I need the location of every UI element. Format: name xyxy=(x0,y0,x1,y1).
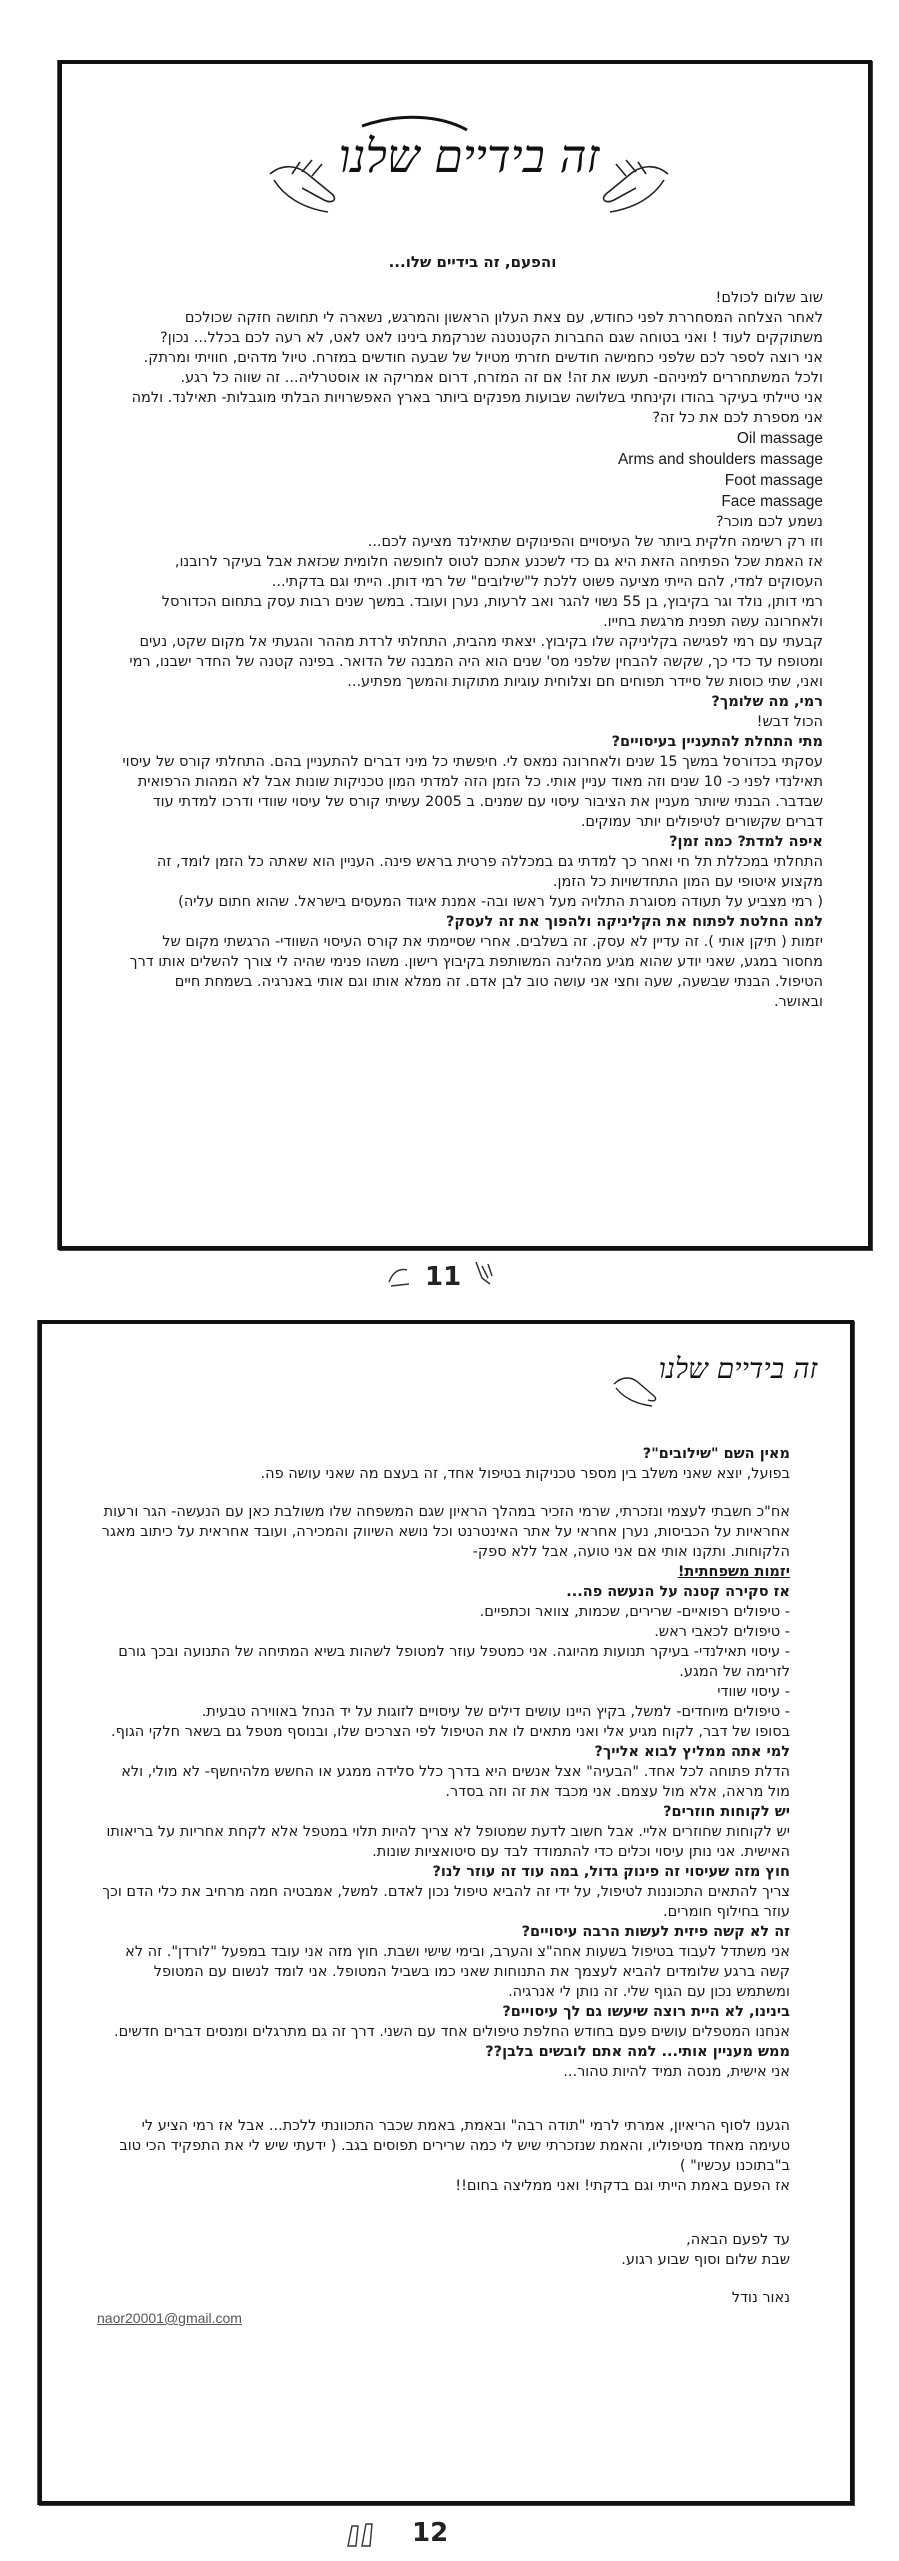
paragraph: שבת שלום וסוף שבוע רגוע. xyxy=(621,2252,790,2268)
article-subtitle: והפעם, זה בידיים שלו... xyxy=(388,253,557,271)
paragraph: אני רוצה לספר לכם שלפני כחמישה חודשים חזרתי מטיול של שבעה חודשים במזרח. טיול מדהים, חוויתי ומרתק. ולכל המשתחררים למיניהם- תעשו את זה! אם זה המזרח, דרום אמריקה או אוסטרליה... זה שווה כל רגע. xyxy=(143,350,823,386)
paragraph: הדלת פתוחה לכל אחד. "הבעיה" אצל אנשים היא בדרך כלל סלידה ממגע או החשש מלהיחשף- לא מולי, ולא מול מראה, אלא מול עצמם. אני מכבד את זה וזה בסדר. xyxy=(121,1764,790,1800)
hand-doodle-icon xyxy=(470,1258,500,1288)
paragraph: אני משתדל לעבוד בטיפול בשעות אחה"צ והערב, ובימי שישי ושבת. חוץ מזה אני עובד במפעל "לורדן". זה לא קשה ברגע שלומדים להביא לעצמך את התנוחות שאני כמו בשביל המטופל. אני לומד לנשום עם המטופל ומשתמש נכון עם הגוף שלי. זה נותן לי אנרגיה. xyxy=(125,1944,790,2000)
interview-question: מתי התחלת להתעניין בעיסויים? xyxy=(611,734,823,750)
page-11-article xyxy=(122,252,823,1012)
right-hand-icon xyxy=(604,160,668,212)
paragraph: שוב שלום לכולם! xyxy=(715,290,823,306)
interview-question: איפה למדת? כמה זמן? xyxy=(669,834,823,850)
paragraph: התחלתי במכללת תל חי ואחר כך למדתי גם במכללה פרטית בראש פינה. העניין הוא שאתה כל הזמן לומד, זה מקצוע איטופי עם המון התחדשויות כל הזמן. xyxy=(156,854,823,890)
page-12 xyxy=(38,1320,854,2505)
paragraph: אני אישית, מנסה תמיד להיות טהור... xyxy=(563,2064,790,2080)
header-title: זה בידיים שלנו xyxy=(338,129,600,183)
spacer xyxy=(97,1484,790,1502)
paragraph: עד לפעם הבאה, xyxy=(686,2232,790,2248)
paragraph: - טיפולים מיוחדים- למשל, בקיץ היינו עושים דילים של עיסויים לזוגות על יד הנחל באווירה טבעית. xyxy=(201,1704,790,1720)
interview-question: יש לקוחות חוזרים? xyxy=(663,1804,790,1820)
header-title: זה בידיים שלנו xyxy=(658,1352,818,1385)
interview-question: חוץ מזה שעיסוי זה פינוק גדול, במה עוד זה עוזר לנו? xyxy=(432,1864,790,1880)
paragraph: נשמע לכם מוכר? xyxy=(715,514,823,530)
paragraph: יזמות ( תיקן אותי ). זה עדיין לא עסק. זה בשלבים. אחרי שסיימתי את קורס העיסוי השוודי- הרגשתי מקום של מחסור במגע, שאני יודע שהוא מגיע מהלינה המשותפת בקיבוץ רישון. משהו פנימי שהיה לי צורך להשלים אותו דרך הטיפול. הבנתי שבשעה, שעה וחצי אני עושה טוב לבן אדם. זה ממלא אותו וגם אותי באנרגיה. בשמחת חיים ובאושר. xyxy=(129,934,823,1010)
paragraph: רמי דותן, נולד וגר בקיבוץ, בן 55 נשוי להגר ואב לרעות, נערן ועובד. במשך שנים רבות עסק בתחום הכדורסל ולאחרונה עשה תפנית מרגשת בחייו. xyxy=(161,594,823,630)
paragraph: קבעתי עם רמי לפגישה בקליניקה שלו בקיבוץ. יצאתי מהבית, התחלתי לרדת מההר והגעתי אל מקום שקט, נעים ומטופח עד כדי כך, שקשה להבחין שלפני מס' שנים הוא היה המבנה של הדואר. בפינה קטנה של החדר ישבנו, רמי ואני, שתי כוסות של סיידר תפוחים חם וצלוחית עוגיות מתוקות והמשך מפתיע... xyxy=(129,634,823,690)
spacer xyxy=(97,2196,790,2230)
paragraph: בסופו של דבר, לקוח מגיע אלי ואני מתאים לו את הטיפול לפי הצרכים שלו, ובנוסף מטפל גם בשאר חלקי הגוף. xyxy=(111,1724,790,1740)
bottles-doodle-icon xyxy=(342,2514,382,2550)
hand-icon xyxy=(614,1378,656,1406)
massage-list-item: Oil massage xyxy=(736,430,823,447)
header-title-art xyxy=(262,104,676,224)
page-number: 12 xyxy=(412,2518,449,2548)
massage-list-item: Face massage xyxy=(721,493,823,510)
paragraph: - עיסוי תאילנדי- בעיקר תנועות מהיוגה. אני כמטפל עוזר למטופל לשהות בשיא המתיחה של התנועה ובכך גורם לזרימה של המגע. xyxy=(118,1644,790,1680)
hand-doodle-icon xyxy=(385,1262,415,1290)
paragraph: צריך להתאים התכוננות לטיפול, על ידי זה להביא טיפול נכון לאדם. למשל, אמבטיה חמה מרחיב את כלי הדם וכך עוזר בחילוף חומרים. xyxy=(102,1884,790,1920)
interview-question: רמי, מה שלומך? xyxy=(711,694,823,710)
interview-question: אז סקירה קטנה על הנעשה פה... xyxy=(566,1584,790,1600)
paragraph: ( רמי מצביע על תעודה מסוגרת התלויה מעל ראשו ובה- אמנת איגוד המעסים בישראל. שהוא חתום עליה) xyxy=(178,894,823,910)
massage-list-item: Arms and shoulders massage xyxy=(617,451,823,468)
highlight-text: יזמות משפחתית! xyxy=(677,1564,790,1580)
interview-question: למה החלטת לפתוח את הקליניקה ולהפוך את זה לעסק? xyxy=(445,914,823,930)
paragraph: אז הפעם באמת הייתי וגם בדקתי! ואני ממליצה בחום!! xyxy=(455,2178,790,2194)
interview-question: ממש מעניין אותי... למה אתם לובשים בלבן?? xyxy=(485,2044,790,2060)
interview-question: זה לא קשה פיזית לעשות הרבה עיסויים? xyxy=(521,1924,790,1940)
paragraph: עסקתי בכדורסל במשך 15 שנים ולאחרונה נמאס לי. חיפשתי כל מיני דברים להתעניין בהם. התחלתי קורס של עיסוי תאילנדי לפני כ- 10 שנים וזה מאוד עניין אותי. כל הזמן הזה למדתי המון טכניקות שונות אבל לא המהות הרפואית שבדבר. הבנתי שיותר מעניין את הציבור עיסוי עם שמנים. ב 2005 עשיתי קורס של עיסוי שוודי ודרכו למדתי עוד דברים שקשורים לטיפולים יותר עמוקים. xyxy=(122,754,823,830)
author-email-link[interactable]: naor20001@gmail.com xyxy=(97,2310,242,2326)
interview-question: מאין השם "שילובים"? xyxy=(642,1446,790,1462)
page-12-article xyxy=(97,1444,790,2328)
paragraph: - טיפולים לכאבי ראש. xyxy=(654,1624,790,1640)
page-11 xyxy=(58,60,872,1250)
paragraph: נאור נודל xyxy=(731,2290,790,2306)
paragraph: אנחנו המטפלים עושים פעם בחודש החלפת טיפולים אחד עם השני. דרך זה גם מתרגלים ומנסים דברים חדשים. xyxy=(114,2024,790,2040)
paragraph: הגענו לסוף הריאיון, אמרתי לרמי "תודה רבה" ובאמת, באמת שכבר התכוונתי ללכת... אבל אז רמי הציע לי טעימה מאחד מטיפוליו, והאמת שנזכרתי שיש לי כמה שרירים תפוסים בגב. ( ידעתי שיש לי את התפקיד הכי טוב ב"בתוכנו עכשיו" ) xyxy=(119,2118,790,2174)
paragraph: - עיסוי שוודי xyxy=(717,1684,790,1700)
paragraph: וזו רק רשימה חלקית ביותר של העיסויים והפינוקים שתאילנד מציעה לכם... xyxy=(367,534,823,550)
spacer xyxy=(97,2270,790,2288)
interview-question: למי אתה ממליץ לבוא אלייך? xyxy=(594,1744,790,1760)
paragraph: יש לקוחות שחוזרים אליי. אבל חשוב לדעת שמטופל לא צריך להיות תלוי במטפל אלא לקחת אחריות על בריאותו האישית. אני נותן עיסוי וכלים כדי להתמודד לבד עם סיטואציות שונות. xyxy=(106,1824,790,1860)
paragraph: בפועל, יוצא שאני משלב בין מספר טכניקות בטיפול אחד, זה בעצם מה שאני עושה פה. xyxy=(260,1466,790,1482)
paragraph: הכול דבש! xyxy=(756,714,823,730)
header-title-art xyxy=(608,1332,838,1412)
interview-question: בינינו, לא היית רוצה שיעשו גם לך עיסויים? xyxy=(502,2004,790,2020)
spacer xyxy=(97,2082,790,2116)
paragraph: לאחר הצלחה המסחררת לפני כחודש, עם צאת העלון הראשון והמרגש, נשארה לי תחושה חזקה שכולכם משתוקקים לעוד ! ואני בטוחה שגם החברות הקטנטנה שנרקמת בינינו לאט לאט, לא רעה לכם בכלל... נכון? xyxy=(160,310,823,346)
page-number: 11 xyxy=(425,1262,462,1292)
paragraph: אני טיילתי בעיקר בהודו וקינחתי בשלושה שבועות מפנקים ביותר בארץ האפשרויות הבלתי מוגבלות- תאילנד. ולמה אני מספרת לכם את כל זה? xyxy=(131,390,823,426)
left-hand-icon xyxy=(270,160,334,212)
paragraph: - טיפולים רפואיים- שרירים, שכמות, צוואר וכתפיים. xyxy=(479,1604,790,1620)
paragraph: אח"כ חשבתי לעצמי ונזכרתי, שרמי הזכיר במהלך הראיון שגם המשפחה שלו משולבת כאן עם הנעשה- הגר ורעות אחראיות על הכביסות, נערן אחראי על אתר האינטרנט וכל נושא השיווק והמכירה, ועובד אחראית על כיתוב מאגר הלקוחות. ותקנו אותי אם אני טועה, אבל ללא ספק- xyxy=(101,1504,790,1560)
massage-list-item: Foot massage xyxy=(724,472,823,489)
paragraph: אז האמת שכל הפתיחה הזאת היא גם כדי לשכנע אתכם לטוס לחופשה חלומית שכזאת אבל בעיקר לרובנו, העסוקים למדי, להם הייתי מציעה פשוט ללכת ל"שילובים" של רמי דותן. הייתי וגם בדקתי... xyxy=(174,554,823,590)
